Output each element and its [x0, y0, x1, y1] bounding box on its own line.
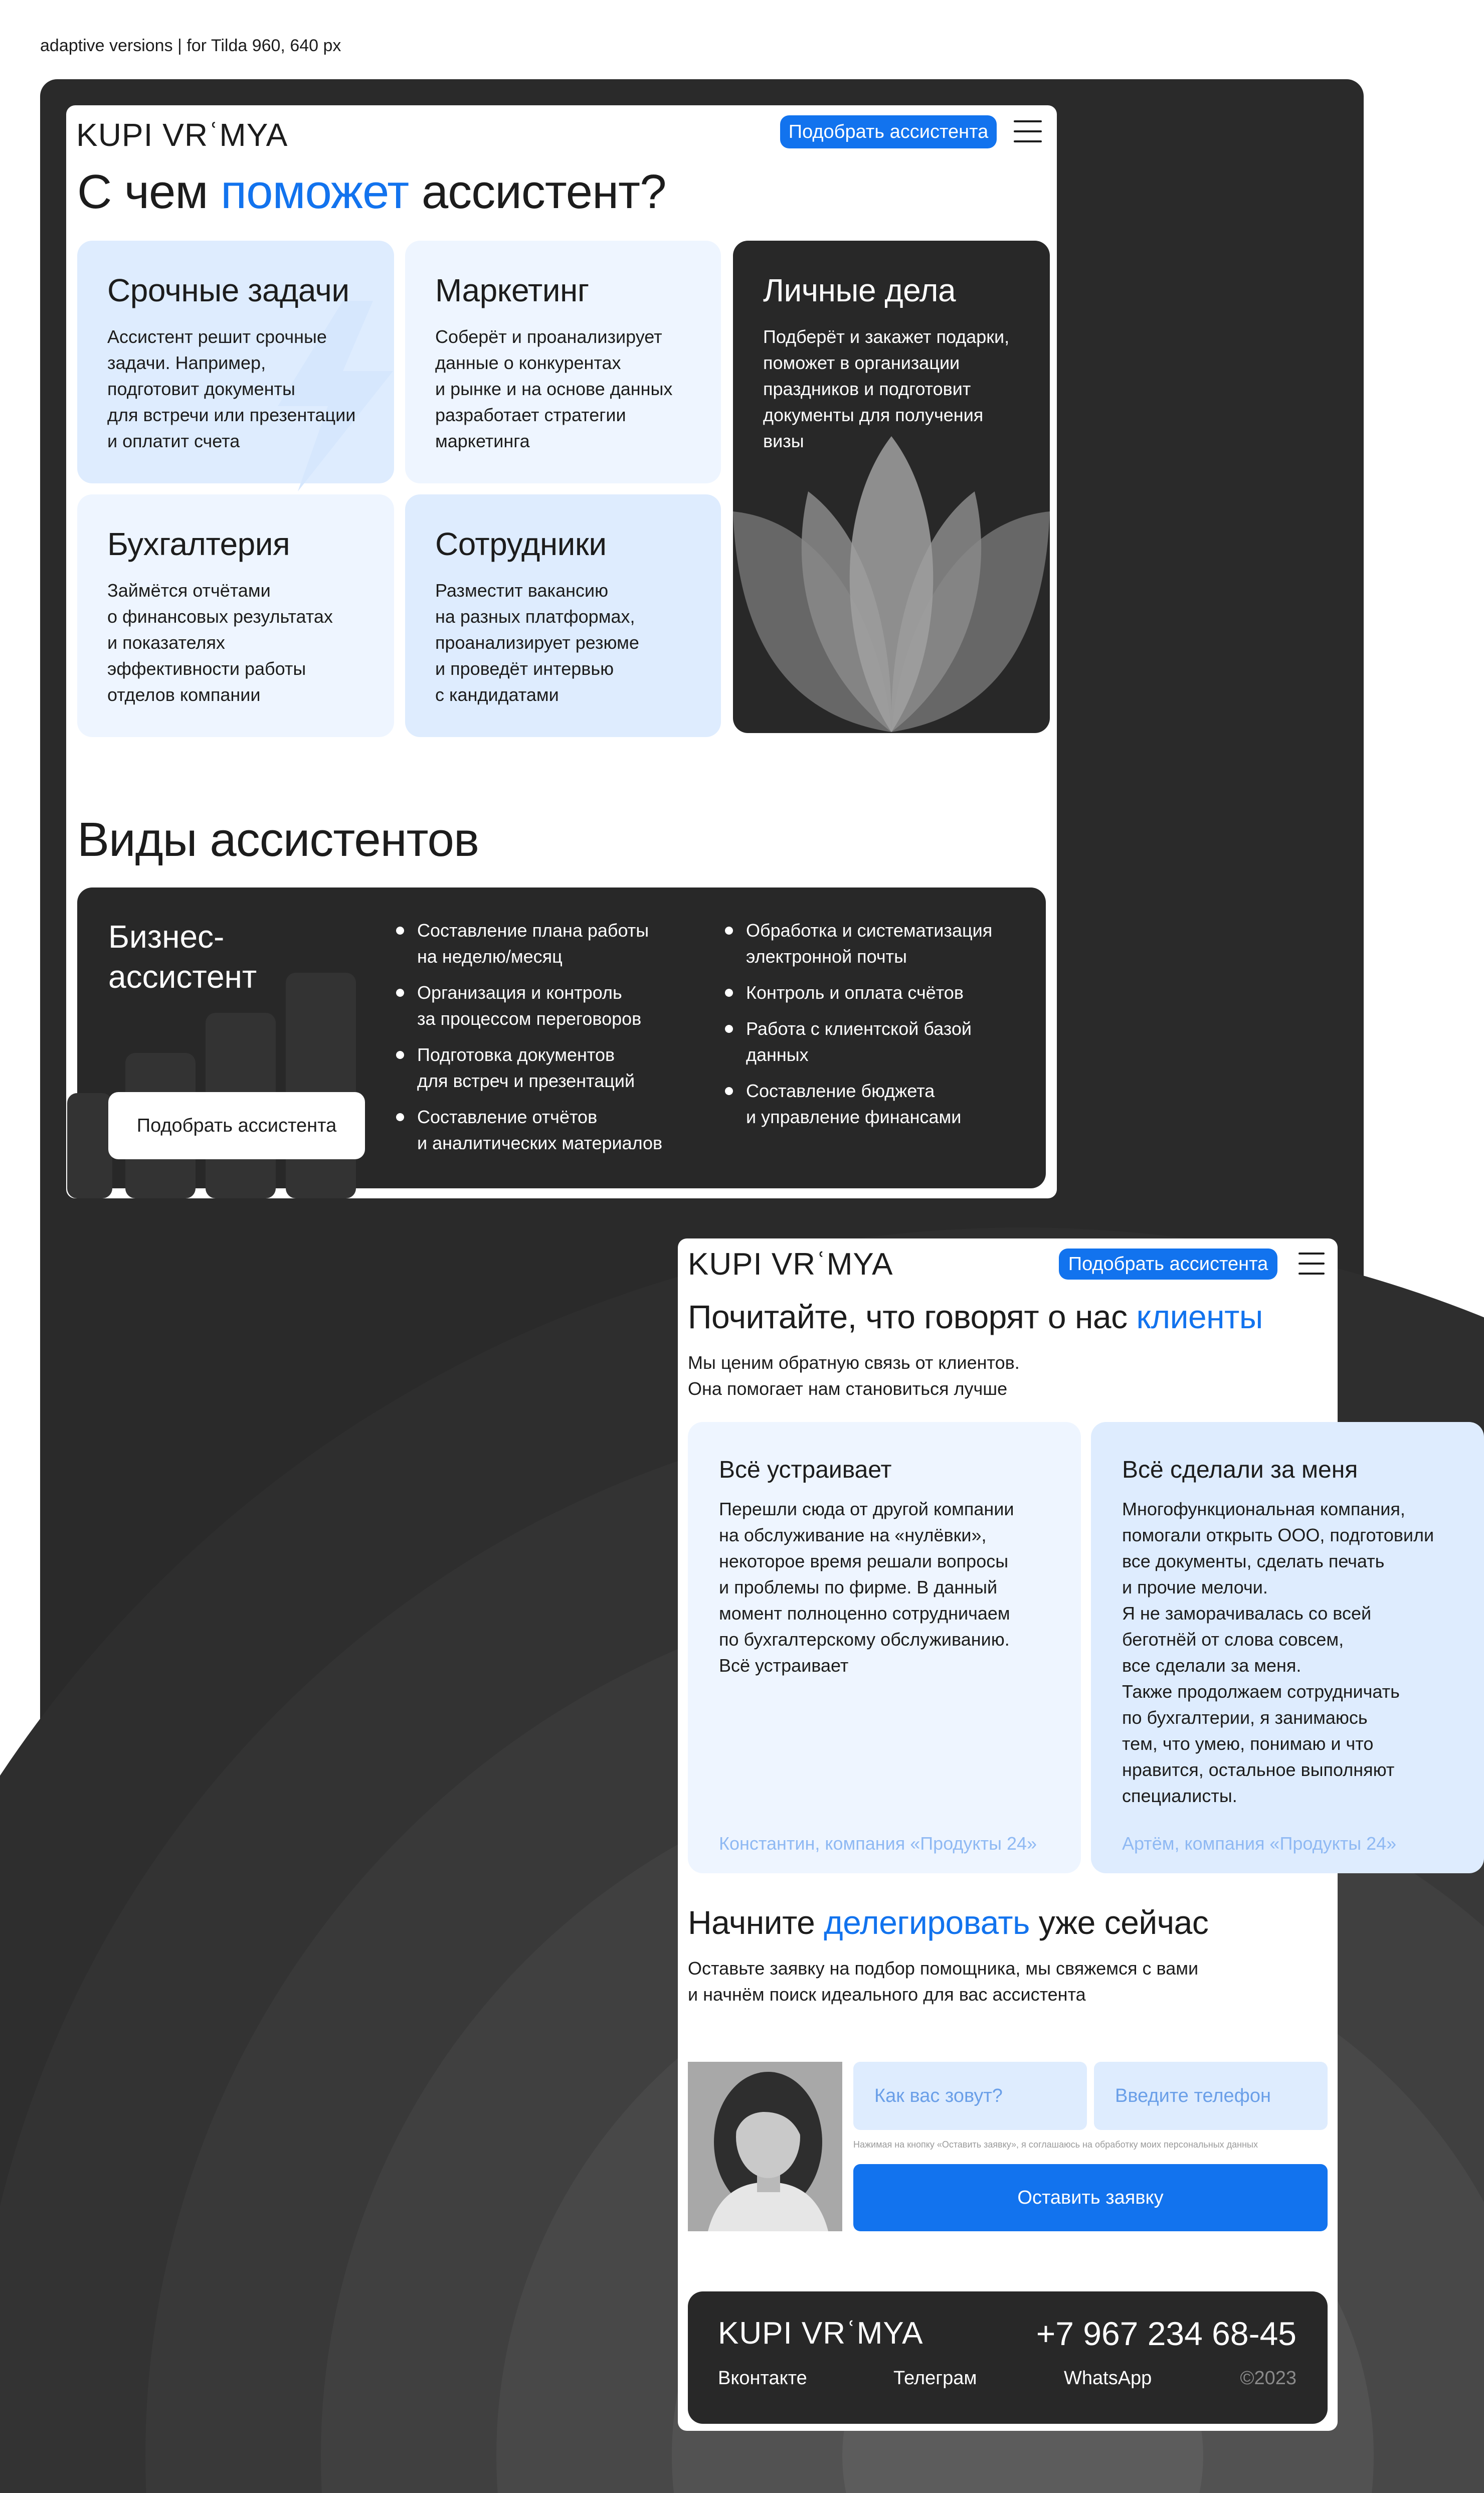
logo[interactable]: KUPI VRʿMYA — [688, 1247, 893, 1282]
card-title: Маркетинг — [435, 272, 589, 308]
review-author: Константин, компания «Продукты 24» — [719, 1833, 1037, 1854]
consent-text: Нажимая на кнопку «Оставить заявку», я соглашаюсь на обработку моих персональных данных — [853, 2140, 1258, 2150]
card-text: Подберёт и закажет подарки, поможет в организации праздников и подготовит документы для получения визы — [763, 326, 1010, 451]
name-input[interactable]: Как вас зовут? — [853, 2062, 1087, 2130]
logo[interactable]: KUPI VRʿMYA — [76, 117, 288, 153]
link-whatsapp[interactable]: WhatsApp — [1064, 2368, 1152, 2389]
tasks-list-1 — [396, 918, 662, 1166]
menu-icon[interactable] — [1298, 1253, 1325, 1275]
delegate-subtitle: Оставьте заявку на подбор помощника, мы свяжемся с вами и начнём поиск идеального для вас ассистента — [688, 1958, 1199, 2005]
menu-icon[interactable] — [1014, 120, 1042, 142]
page-caption: adaptive versions | for Tilda 960, 640 px — [40, 36, 341, 55]
submit-button[interactable]: Оставить заявку — [853, 2164, 1328, 2231]
card-title: Личные дела — [763, 272, 956, 308]
list-item: Подготовка документов для встреч и презентаций — [396, 1042, 662, 1094]
list-item: Составление бюджета и управление финансами — [725, 1078, 992, 1130]
footer-phone[interactable]: +7 967 234 68-45 — [1036, 2315, 1296, 2352]
mobile-screen — [678, 1238, 1434, 2431]
review-card — [688, 1422, 1081, 1873]
tablet-screen — [66, 105, 1057, 1198]
card-title: Сотрудники — [435, 526, 607, 562]
types-title: Виды ассистентов — [77, 813, 479, 866]
card-urgent — [77, 241, 394, 483]
assistant-photo — [688, 2062, 842, 2231]
list-item: Составление плана работы на неделю/месяц — [396, 918, 662, 970]
card-staff — [405, 494, 721, 737]
business-assistant-block — [77, 887, 1046, 1188]
review-text: Многофункциональная компания, помогали открыть ООО, подготовили все документы, сделать печать и прочие мелочи. Я не заморачивалась со всей беготнёй от слова совсем, все сделали за меня. Также продолжаем сотрудничать по бухгалтерии, я занимаюсь тем, что умею, понимаю и что нравится, остальное выполняют специалисты. — [1122, 1499, 1434, 1806]
list-item: Обработка и систематизация электронной почты — [725, 918, 992, 970]
list-item: Составление отчётов и аналитических материалов — [396, 1104, 662, 1156]
phone-input[interactable]: Введите телефон — [1094, 2062, 1328, 2130]
tasks-list-2 — [725, 918, 992, 1140]
pick-assistant-button-2[interactable]: Подобрать ассистента — [108, 1092, 365, 1159]
card-text: Ассистент решит срочные задачи. Например, подготовит документы для встречи или презентации и оплатит счета — [107, 326, 356, 451]
reviews-subtitle: Мы ценим обратную связь от клиентов. Она помогает нам становиться лучше — [688, 1352, 1020, 1399]
review-title: Всё устраивает — [719, 1457, 892, 1483]
card-text: Соберёт и проанализирует данные о конкурентах и рынке и на основе данных разработает стратегии маркетинга — [435, 326, 673, 451]
lotus-icon — [733, 436, 1050, 733]
review-text: Перешли сюда от другой компании на обслуживание на «нулёвки», некоторое время решали вопросы и проблемы по фирме. В данный момент полноценно сотрудничаем по бухгалтерскому обслуживанию. Всё устраивает — [719, 1499, 1014, 1676]
card-accounting — [77, 494, 394, 737]
reviews-title: Почитайте, что говорят о нас клиенты — [688, 1298, 1263, 1335]
business-assistant-title: Бизнес- ассистент — [108, 919, 257, 995]
list-item: Контроль и оплата счётов — [725, 980, 992, 1006]
delegate-title: Начните делегировать уже сейчас — [688, 1904, 1209, 1941]
card-title: Срочные задачи — [107, 272, 349, 308]
footer — [688, 2291, 1328, 2424]
help-title: С чем поможет ассистент? — [77, 165, 666, 219]
card-marketing — [405, 241, 721, 483]
review-author: Артём, компания «Продукты 24» — [1122, 1833, 1397, 1854]
copyright: ©2023 — [1240, 2368, 1296, 2389]
pick-assistant-button[interactable]: Подобрать ассистента — [780, 115, 997, 148]
footer-logo[interactable]: KUPI VRʿMYA — [718, 2316, 923, 2351]
pick-assistant-button[interactable]: Подобрать ассистента — [1059, 1249, 1277, 1280]
link-telegram[interactable]: Телеграм — [893, 2368, 977, 2389]
card-title: Бухгалтерия — [107, 526, 290, 562]
link-vk[interactable]: Вконтакте — [718, 2368, 807, 2389]
review-card — [1091, 1422, 1484, 1873]
list-item: Организация и контроль за процессом переговоров — [396, 980, 662, 1032]
list-item: Работа с клиентской базой данных — [725, 1016, 992, 1068]
review-title: Всё сделали за меня — [1122, 1457, 1358, 1483]
card-text: Займётся отчётами о финансовых результатах и показателях эффективности работы отделов компании — [107, 580, 333, 705]
artboard — [40, 79, 1434, 2456]
card-text: Разместит вакансию на разных платформах, проанализирует резюме и проведёт интервью с кандидатами — [435, 580, 639, 705]
card-personal — [733, 241, 1050, 733]
